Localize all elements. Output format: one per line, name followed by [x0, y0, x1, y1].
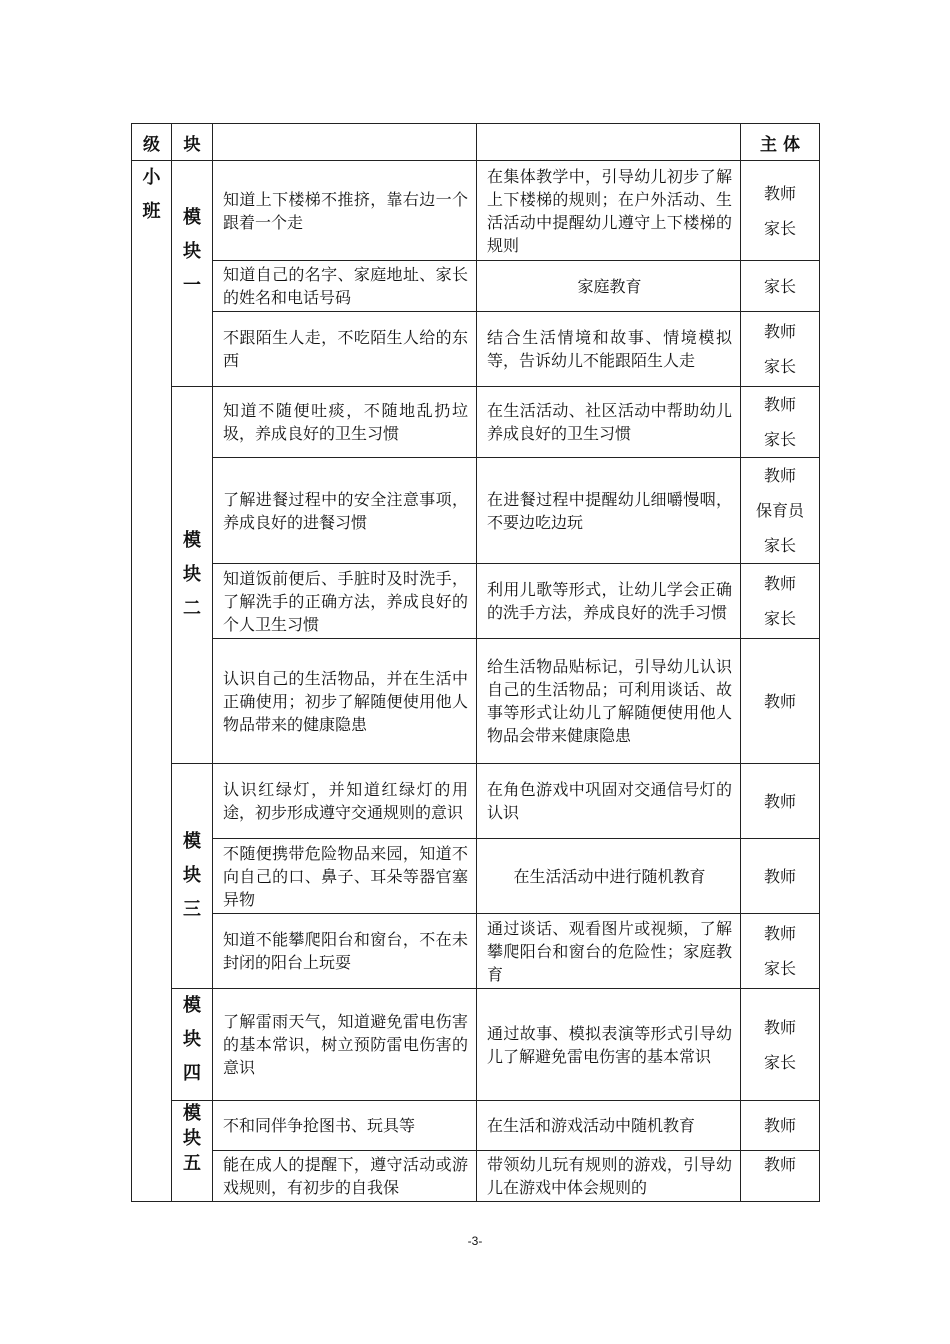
table-row [132, 1101, 820, 1151]
table-row [132, 639, 820, 764]
table-row [132, 839, 820, 914]
method-cell: 在集体教学中，引导幼儿初步了解上下楼梯的规则；在户外活动、生活活动中提醒幼儿遵守上下楼梯的规则 [477, 161, 741, 261]
table-row [132, 261, 820, 312]
module-label: 模块五 [183, 1103, 201, 1174]
subject-cell: 教师 家长 [741, 914, 820, 989]
method-cell: 利用儿歌等形式，让幼儿学会正确的洗手方法，养成良好的洗手习惯 [477, 564, 741, 639]
subject-cell: 教师 家长 [741, 161, 820, 261]
table-row [132, 914, 820, 989]
content-cell: 知道自己的名字、家庭地址、家长的姓名和电话号码 [213, 261, 477, 312]
module-label: 模块四 [183, 995, 201, 1084]
header-grade: 级 [132, 124, 172, 161]
content-cell: 了解雷雨天气，知道避免雷电伤害的基本常识，树立预防雷电伤害的意识 [213, 989, 477, 1101]
table-row [132, 1151, 820, 1202]
table-row [132, 764, 820, 839]
header-method [477, 124, 741, 161]
method-cell: 通过谈话、观看图片或视频，了解攀爬阳台和窗台的危险性；家庭教育 [477, 914, 741, 989]
module-cell [172, 989, 213, 1101]
subject-cell: 教师 家长 [741, 989, 820, 1101]
content-cell: 能在成人的提醒下，遵守活动或游戏规则，有初步的自我保 [213, 1151, 477, 1202]
grade-label: 小班 [142, 167, 161, 222]
table-row [132, 458, 820, 564]
header-subject: 主 体 [741, 124, 820, 161]
content-cell: 不和同伴争抢图书、玩具等 [213, 1101, 477, 1151]
table-row [132, 564, 820, 639]
subject-cell: 教师 [741, 839, 820, 914]
header-module: 块 [172, 124, 213, 161]
subject-cell: 教师 家长 [741, 387, 820, 458]
module-cell [172, 161, 213, 387]
method-cell: 在生活和游戏活动中随机教育 [477, 1101, 741, 1151]
content-cell: 不随便携带危险物品来园，知道不向自己的口、鼻子、耳朵等器官塞异物 [213, 839, 477, 914]
content-cell: 知道饭前便后、手脏时及时洗手，了解洗手的正确方法，养成良好的个人卫生习惯 [213, 564, 477, 639]
table-row [132, 312, 820, 387]
method-cell: 带领幼儿玩有规则的游戏，引导幼儿在游戏中体会规则的 [477, 1151, 741, 1202]
method-cell: 结合生活情境和故事、情境模拟等，告诉幼儿不能跟陌生人走 [477, 312, 741, 387]
method-cell: 给生活物品贴标记，引导幼儿认识自己的生活物品；可利用谈话、故事等形式让幼儿了解随便使用他人物品会带来健康隐患 [477, 639, 741, 764]
module-label: 模块三 [183, 831, 201, 920]
table-row [132, 161, 820, 261]
method-cell: 通过故事、模拟表演等形式引导幼儿了解避免雷电伤害的基本常识 [477, 989, 741, 1101]
subject-cell: 教师 [741, 764, 820, 839]
page-number: -3- [467, 1234, 483, 1248]
content-cell: 知道上下楼梯不推挤，靠右边一个跟着一个走 [213, 161, 477, 261]
table-row [132, 989, 820, 1101]
method-cell: 在生活活动中进行随机教育 [477, 839, 741, 914]
subject-cell: 教师 家长 [741, 564, 820, 639]
method-cell: 在生活活动、社区活动中帮助幼儿养成良好的卫生习惯 [477, 387, 741, 458]
content-cell: 不跟陌生人走，不吃陌生人给的东西 [213, 312, 477, 387]
method-cell: 在角色游戏中巩固对交通信号灯的认识 [477, 764, 741, 839]
module-label: 模块二 [183, 530, 201, 619]
content-cell: 认识自己的生活物品，并在生活中正确使用；初步了解随便使用他人物品带来的健康隐患 [213, 639, 477, 764]
subject-cell: 教师 [741, 1101, 820, 1151]
table-row [132, 387, 820, 458]
subject-cell: 教师 保育员 家长 [741, 458, 820, 564]
table-header-row [132, 124, 820, 161]
module-cell [172, 1101, 213, 1202]
method-cell: 家庭教育 [477, 261, 741, 312]
content-cell: 了解进餐过程中的安全注意事项，养成良好的进餐习惯 [213, 458, 477, 564]
method-cell: 在进餐过程中提醒幼儿细嚼慢咽，不要边吃边玩 [477, 458, 741, 564]
safety-education-table [131, 123, 820, 1202]
content-cell: 知道不能攀爬阳台和窗台，不在未封闭的阳台上玩耍 [213, 914, 477, 989]
grade-cell [132, 161, 172, 1202]
module-label: 模块一 [183, 207, 201, 296]
module-cell [172, 387, 213, 764]
module-cell [172, 764, 213, 989]
content-cell: 知道不随便吐痰，不随地乱扔垃圾，养成良好的卫生习惯 [213, 387, 477, 458]
header-content [213, 124, 477, 161]
subject-cell: 教师 [741, 639, 820, 764]
subject-cell: 教师 家长 [741, 312, 820, 387]
subject-cell: 教师 [741, 1151, 820, 1202]
subject-cell: 家长 [741, 261, 820, 312]
content-cell: 认识红绿灯，并知道红绿灯的用途，初步形成遵守交通规则的意识 [213, 764, 477, 839]
